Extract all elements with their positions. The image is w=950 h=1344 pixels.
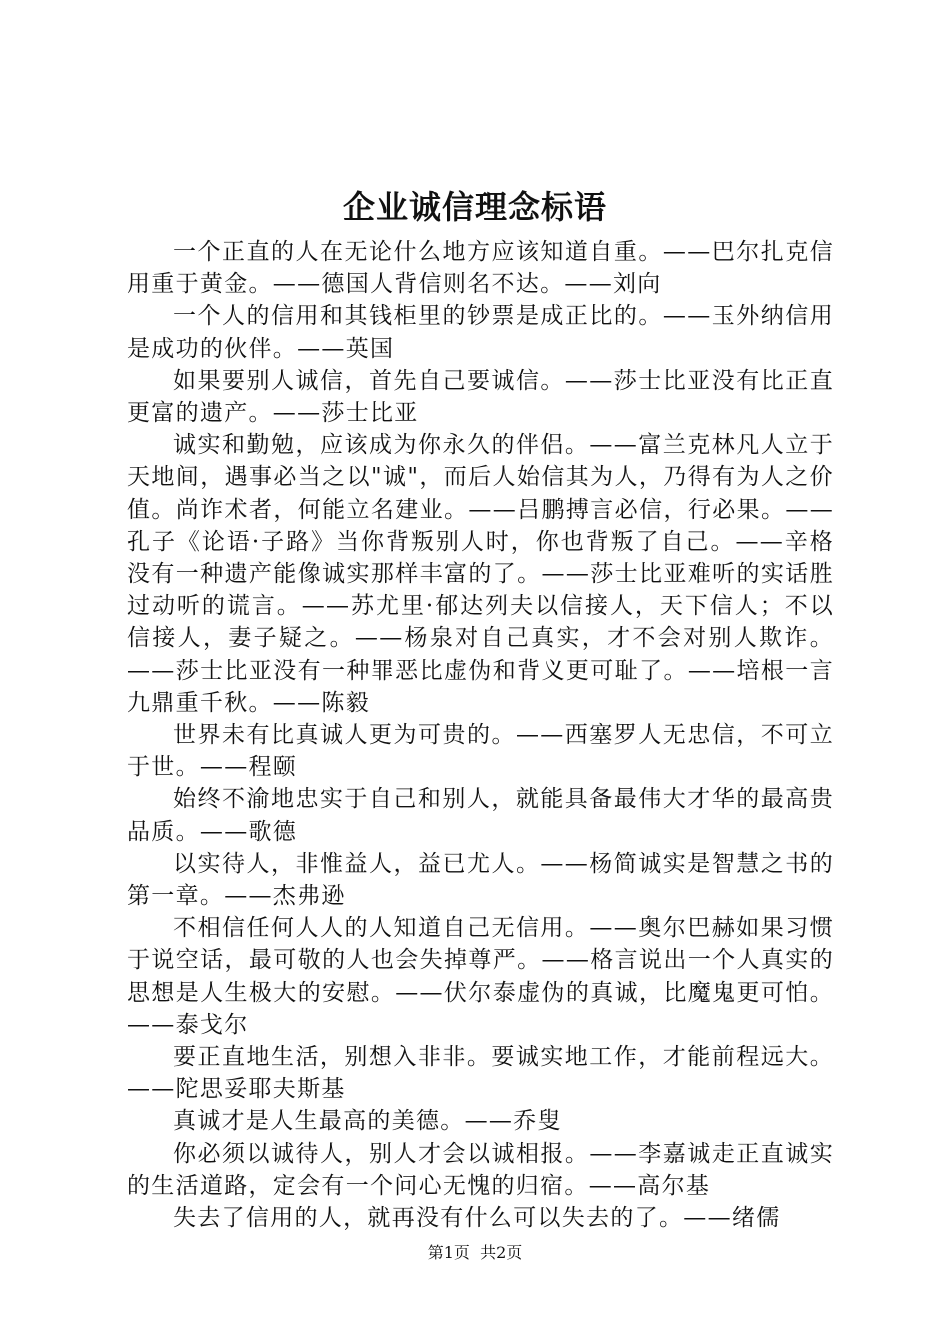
paragraph: 你必须以诚待人，别人才会以诚相报。——李嘉诚走正直诚实的生活道路，定会有一个问心无愧的归宿。——高尔基 bbox=[127, 1140, 834, 1199]
document-title: 企业诚信理念标语 bbox=[342, 188, 607, 226]
paragraph: 诚实和勤勉，应该成为你永久的伴侣。——富兰克林凡人立于天地间，遇事必当之以"诚"，而后人始信其为人，乃得有为人之价值。尚诈术者，何能立名建业。——吕鹏搏言必信，行必果。——孔子《论语·子路》当你背叛别人时，你也背叛了自己。——辛格没有一种遗产能像诚实那样丰富的了。——莎士比亚难听的实话胜过动听的谎言。——苏尤里·郁达列夫以信接人，天下信人；不以信接人，妻子疑之。——杨泉对自己真实，才不会对别人欺诈。——莎士比亚没有一种罪恶比虚伪和背义更可耻了。——培根一言九鼎重千秋。——陈毅 bbox=[127, 432, 834, 716]
page-footer bbox=[0, 1242, 950, 1264]
paragraph: 如果要别人诚信，首先自己要诚信。——莎士比亚没有比正直更富的遗产。——莎士比亚 bbox=[127, 367, 834, 427]
paragraph: 以实待人，非惟益人，益已尤人。——杨简诚实是智慧之书的第一章。——杰弗逊 bbox=[127, 850, 834, 910]
paragraph: 要正直地生活，别想入非非。要诚实地工作，才能前程远大。——陀思妥耶夫斯基 bbox=[127, 1044, 834, 1103]
page-total: 共2页 bbox=[480, 1243, 523, 1262]
paragraph: 始终不渝地忠实于自己和别人，就能具备最伟大才华的最高贵品质。——歌德 bbox=[127, 786, 834, 845]
paragraph: 失去了信用的人，就再没有什么可以失去的了。——绪儒 bbox=[173, 1205, 781, 1232]
paragraph: 一个正直的人在无论什么地方应该知道自重。——巴尔扎克信用重于黄金。——德国人背信则名不达。——刘向 bbox=[127, 239, 834, 298]
document-body bbox=[127, 236, 834, 1234]
paragraph: 不相信任何人人的人知道自己无信用。——奥尔巴赫如果习惯于说空话，最可敬的人也会失掉尊严。——格言说出一个人真实的思想是人生极大的安慰。——伏尔泰虚伪的真诚，比魔鬼更可怕。——泰戈尔 bbox=[127, 915, 834, 1038]
paragraph: 世界未有比真诚人更为可贵的。——西塞罗人无忠信，不可立于世。——程颐 bbox=[127, 722, 834, 781]
paragraph: 真诚才是人生最高的美德。——乔叟 bbox=[173, 1108, 562, 1135]
page-number: 第1页 bbox=[427, 1243, 470, 1262]
paragraph: 一个人的信用和其钱柜里的钞票是成正比的。——玉外纳信用是成功的伙伴。——英国 bbox=[127, 303, 834, 362]
